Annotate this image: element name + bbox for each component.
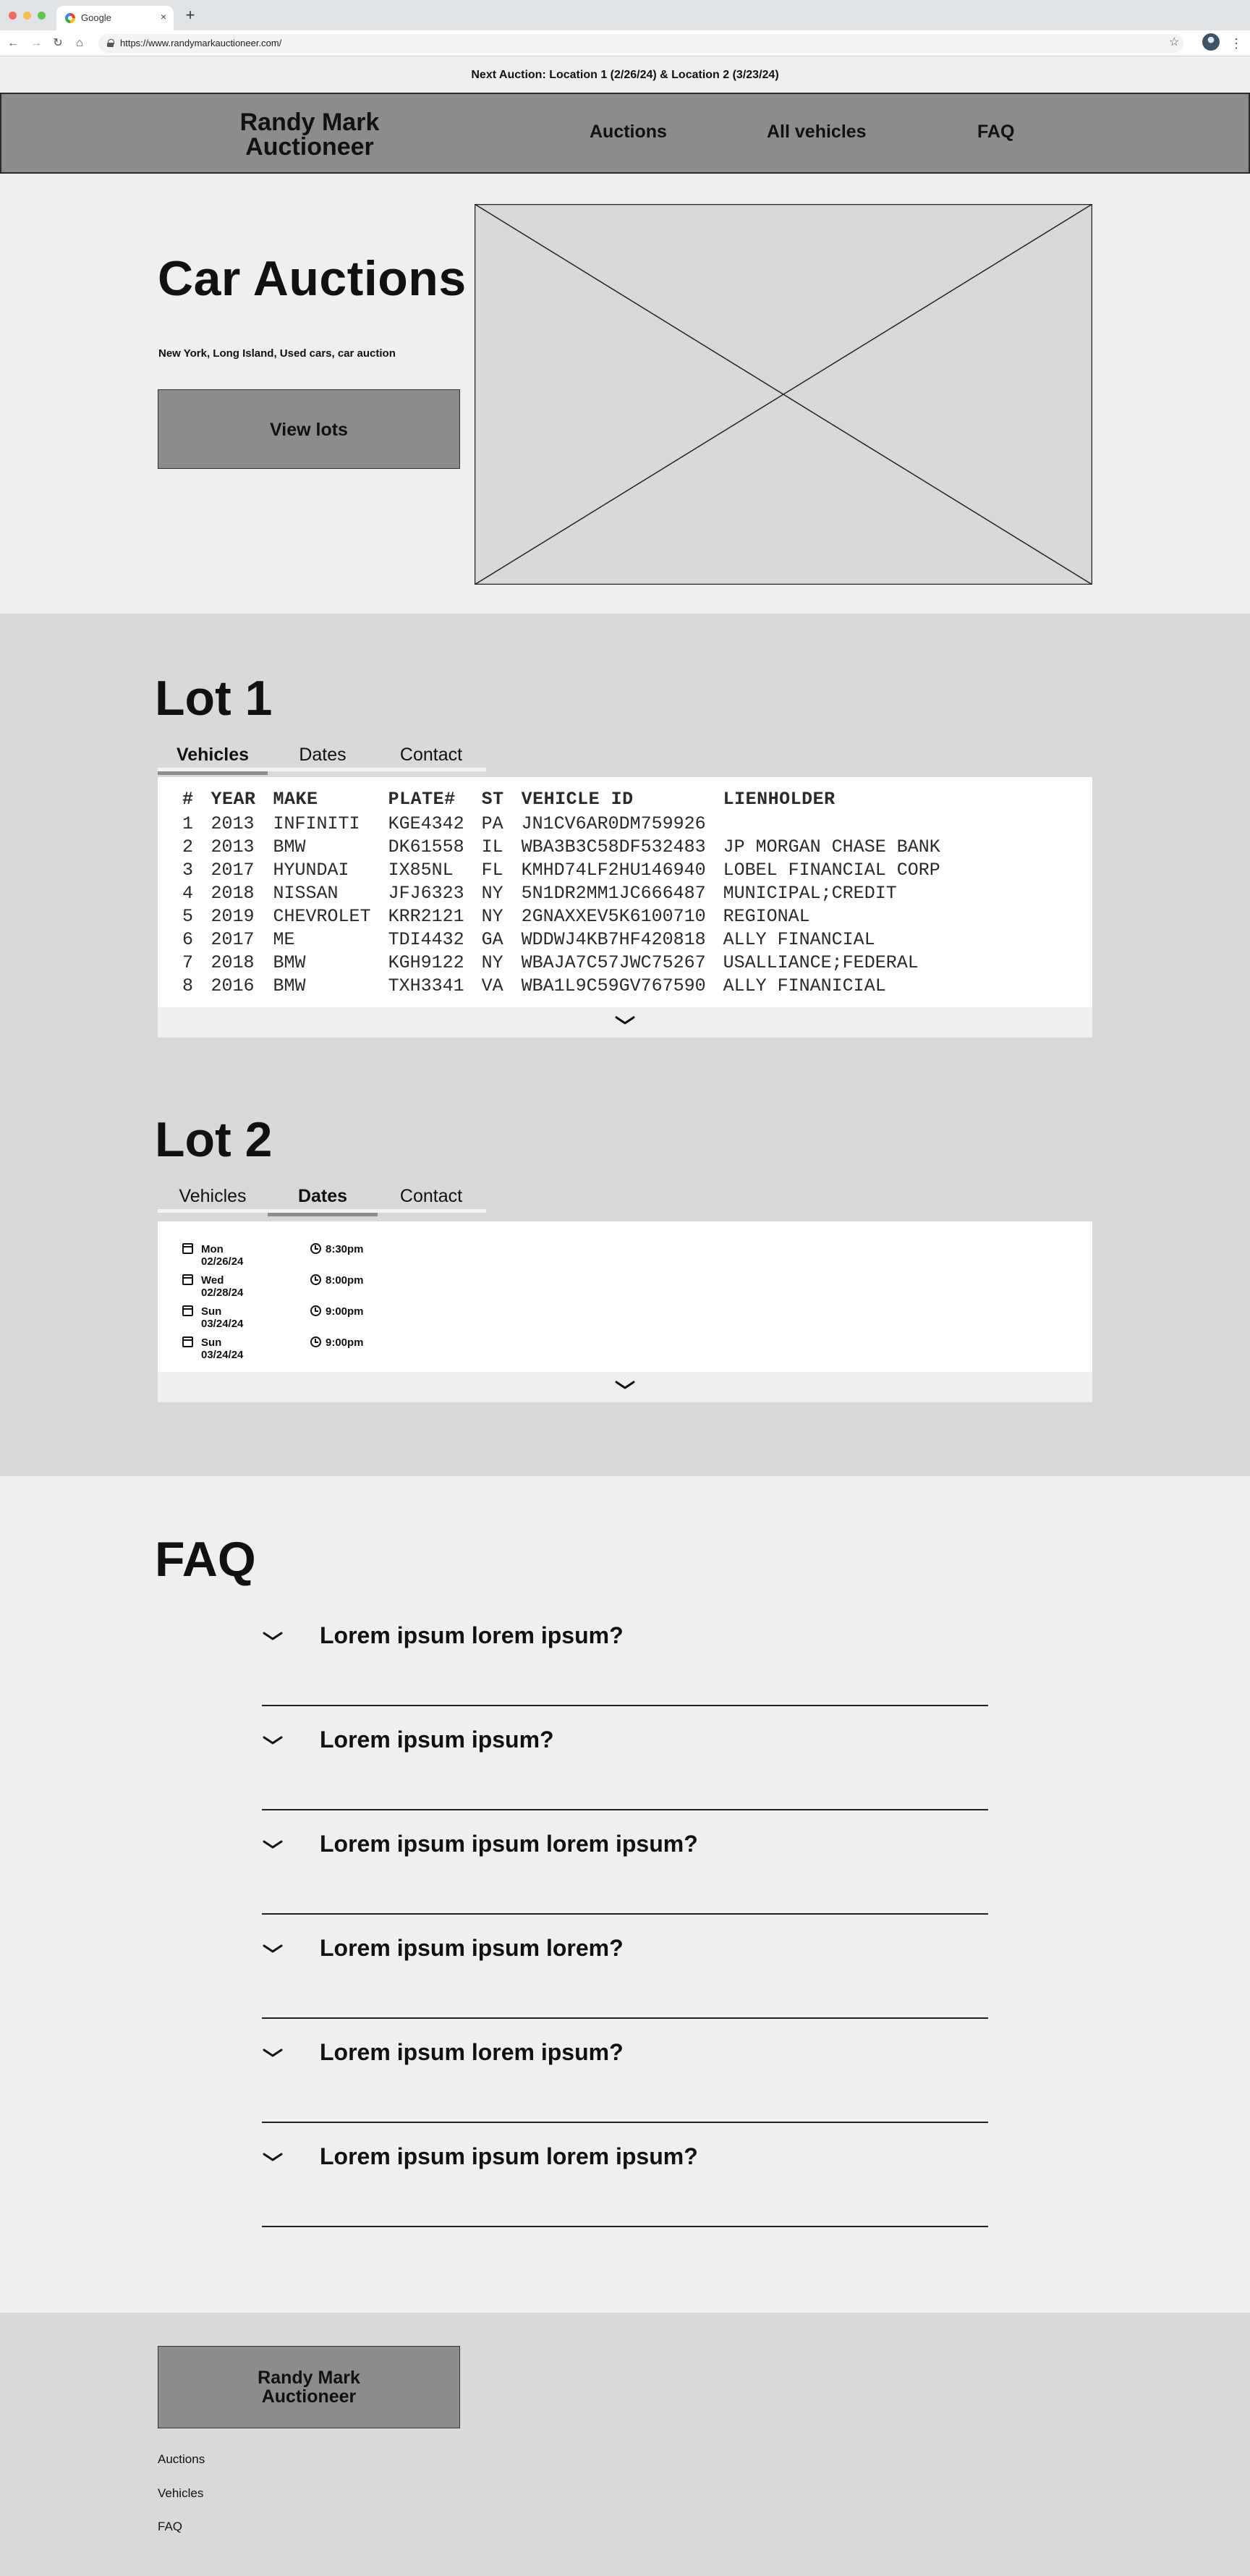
calendar-icon	[182, 1243, 193, 1254]
nav-faq-link[interactable]: FAQ	[977, 122, 1015, 142]
lot-2-tab-dates[interactable]: Dates	[268, 1184, 378, 1213]
lot-2-tab-vehicles[interactable]: Vehicles	[179, 1186, 247, 1206]
chevron-down-icon[interactable]	[262, 1735, 284, 1745]
vehicle-row	[182, 928, 958, 951]
cell-number: 1	[182, 813, 194, 834]
lot-1-tab-vehicles[interactable]: Vehicles	[158, 742, 268, 771]
browser-tab[interactable]	[56, 6, 174, 30]
announcement-bar: Next Auction: Location 1 (2/26/24) & Location 2 (3/23/24)	[0, 56, 1250, 93]
time-text: 9:00pm	[326, 1305, 364, 1318]
cell-lienholder: USALLIANCE;FEDERAL	[723, 952, 919, 973]
cell-year: 2018	[211, 882, 255, 904]
cell-state: FL	[481, 859, 503, 881]
cell-number: 3	[182, 859, 194, 881]
cell-plate: TDI4432	[388, 928, 464, 950]
footer-logo[interactable]	[158, 2346, 460, 2428]
date-text: Sun 03/24/24	[201, 1305, 244, 1330]
site-footer	[0, 2313, 1250, 2576]
cell-plate: KGH9122	[388, 952, 464, 973]
cell-state: NY	[481, 905, 503, 927]
cell-lienholder: ALLY FINANCIAL	[723, 928, 875, 950]
chevron-down-icon[interactable]	[262, 2048, 284, 2058]
cell-lienholder	[723, 812, 958, 835]
cell-year: 2013	[211, 813, 255, 834]
chevron-down-icon[interactable]	[262, 1944, 284, 1954]
cell-plate: TXH3341	[388, 975, 464, 996]
cell-make: BMW	[273, 836, 306, 857]
cell-vehicle-id: JN1CV6AR0DM759926	[521, 813, 706, 834]
cell-make: BMW	[273, 952, 306, 973]
faq-question[interactable]: Lorem ipsum lorem ipsum?	[320, 2039, 624, 2065]
cell-number: 2	[182, 836, 194, 857]
footer-logo-line-1: Randy Mark	[258, 2368, 360, 2388]
faq-question[interactable]: Lorem ipsum ipsum?	[320, 1726, 554, 1753]
logo-line-1: Randy Mark	[239, 109, 380, 136]
tab-close-icon[interactable]: ×	[160, 11, 166, 22]
footer-logo-line-2: Auctioneer	[261, 2386, 357, 2407]
cell-state: GA	[481, 928, 503, 950]
lot-2-dates-panel[interactable]	[158, 1221, 1092, 1402]
cell-make: INFINITI	[273, 813, 360, 834]
view-lots-button[interactable]: View lots	[158, 389, 460, 469]
new-tab-button[interactable]: +	[185, 6, 195, 24]
lot-2-title: Lot 2	[155, 1112, 273, 1167]
cell-year: 2017	[211, 859, 255, 881]
calendar-icon	[182, 1274, 193, 1285]
chevron-down-icon[interactable]	[614, 1380, 636, 1390]
home-icon[interactable]: ⌂	[76, 37, 83, 49]
cell-plate: KRR2121	[388, 905, 464, 927]
chevron-down-icon[interactable]	[262, 2152, 284, 2162]
faq-question[interactable]: Lorem ipsum ipsum lorem ipsum?	[320, 2143, 698, 2169]
reload-icon[interactable]: ↻	[53, 37, 63, 49]
date-text: Sun 03/24/24	[201, 1336, 244, 1361]
vehicle-row	[182, 812, 958, 835]
vehicle-row	[182, 835, 958, 858]
hero-section	[0, 174, 1250, 614]
footer-auctions-link[interactable]: Auctions	[158, 2452, 205, 2466]
cell-number: 8	[182, 975, 194, 996]
cell-make: BMW	[273, 975, 306, 996]
forward-arrow-icon[interactable]: →	[30, 37, 42, 49]
faq-question[interactable]: Lorem ipsum ipsum lorem ipsum?	[320, 1831, 698, 1857]
cell-state: NY	[481, 952, 503, 973]
cell-plate: IX85NL	[388, 859, 454, 881]
cell-lienholder: REGIONAL	[723, 905, 810, 927]
faq-item[interactable]	[262, 1602, 988, 1706]
browser-menu-icon[interactable]: ⋮	[1230, 36, 1243, 51]
cell-lienholder: ALLY FINANICIAL	[723, 975, 886, 996]
hero-tags: New York, Long Island, Used cars, car auction	[158, 347, 396, 360]
clock-icon	[310, 1243, 321, 1254]
browser-tab-bar	[0, 0, 1250, 30]
footer-faq-link[interactable]: FAQ	[158, 2520, 183, 2533]
address-bar[interactable]	[98, 34, 1183, 53]
hero-title: Car Auctions	[158, 251, 467, 306]
back-arrow-icon[interactable]: ←	[7, 37, 19, 49]
faq-item[interactable]	[262, 2019, 988, 2123]
cell-lienholder: LOBEL FINANCIAL CORP	[723, 859, 940, 881]
calendar-icon	[182, 1305, 193, 1316]
faq-item[interactable]	[262, 1706, 988, 1810]
browser-toolbar	[0, 30, 1250, 56]
faq-item[interactable]	[262, 1810, 988, 1915]
lot-2-tabs	[158, 1184, 486, 1213]
cell-number: 7	[182, 952, 194, 973]
cell-year: 2016	[211, 975, 255, 996]
faq-item[interactable]	[262, 1915, 988, 2019]
col-year: YEAR	[211, 788, 256, 810]
cell-state: IL	[481, 836, 503, 857]
faq-section	[0, 1476, 1250, 2313]
clock-icon	[310, 1305, 321, 1316]
nav-auctions-link[interactable]: Auctions	[590, 122, 667, 142]
cell-year: 2019	[211, 905, 255, 927]
date-text: Mon 02/26/24	[201, 1243, 244, 1268]
cell-plate: DK61558	[388, 836, 464, 857]
vehicle-row	[182, 951, 958, 974]
lot-2-expand-bar[interactable]	[158, 1372, 1092, 1402]
vehicle-row	[182, 974, 958, 997]
cell-make: CHEVROLET	[273, 905, 371, 927]
cell-make: ME	[273, 928, 295, 950]
window-minimize-dot[interactable]	[23, 12, 31, 20]
lot-2-tab-contact[interactable]: Contact	[399, 1186, 463, 1206]
cell-number: 4	[182, 882, 194, 904]
chevron-down-icon[interactable]	[262, 1839, 284, 1850]
window-close-dot[interactable]	[9, 12, 17, 20]
col-number: #	[182, 788, 194, 810]
time-text: 9:00pm	[326, 1336, 364, 1349]
date-text: Wed 02/28/24	[201, 1274, 244, 1299]
url-text[interactable]: https://www.randymarkauctioneer.com/	[120, 38, 282, 48]
cell-state: PA	[481, 813, 503, 834]
faq-item[interactable]	[262, 2123, 988, 2227]
cell-number: 6	[182, 928, 194, 950]
clock-icon	[310, 1336, 321, 1347]
window-zoom-dot[interactable]	[38, 12, 46, 20]
vehicle-row	[182, 881, 958, 904]
faq-title: FAQ	[155, 1532, 256, 1587]
cell-vehicle-id: WDDWJ4KB7HF420818	[521, 928, 706, 950]
cell-year: 2018	[211, 952, 255, 973]
nav-all-vehicles-link[interactable]: All vehicles	[767, 122, 867, 142]
cell-year: 2017	[211, 928, 255, 950]
lock-icon	[107, 39, 114, 47]
cell-vehicle-id: WBA3B3C58DF532483	[521, 836, 706, 857]
col-plate: PLATE#	[388, 788, 456, 810]
cell-year: 2013	[211, 836, 255, 857]
faq-question[interactable]: Lorem ipsum lorem ipsum?	[320, 1622, 624, 1648]
logo-line-2: Auctioneer	[245, 133, 374, 161]
time-text: 8:30pm	[326, 1243, 364, 1255]
lot-1-tabs	[158, 742, 486, 771]
cell-make: HYUNDAI	[273, 859, 349, 881]
calendar-icon	[182, 1336, 193, 1347]
lot-1-tab-dates[interactable]: Dates	[299, 745, 346, 765]
vehicles-table	[182, 786, 958, 997]
cell-state: VA	[481, 975, 503, 996]
cell-lienholder: MUNICIPAL;CREDIT	[723, 882, 897, 904]
lot-1-vehicles-panel[interactable]	[158, 777, 1092, 1038]
browser-tab-title: Google	[81, 12, 111, 23]
bookmark-star-icon[interactable]: ☆	[1169, 36, 1180, 48]
google-favicon-icon	[65, 13, 75, 23]
lots-section	[0, 614, 1250, 1476]
cell-vehicle-id: 5N1DR2MM1JC666487	[521, 882, 706, 904]
lot-1-expand-bar[interactable]	[158, 1007, 1092, 1038]
time-text: 8:00pm	[326, 1274, 364, 1287]
cell-vehicle-id: 2GNAXXEV5K6100710	[521, 905, 706, 927]
vehicle-row	[182, 858, 958, 881]
cell-plate: KGE4342	[388, 813, 464, 834]
footer-vehicles-link[interactable]: Vehicles	[158, 2486, 204, 2500]
cell-vehicle-id: WBA1L9C59GV767590	[521, 975, 706, 996]
col-state: ST	[481, 788, 504, 810]
cell-lienholder: JP MORGAN CHASE BANK	[723, 836, 940, 857]
col-vehicle-id: VEHICLE ID	[521, 788, 634, 810]
cell-vehicle-id: WBAJA7C57JWC75267	[521, 952, 706, 973]
site-header	[0, 93, 1250, 174]
hero-image-placeholder	[475, 204, 1092, 585]
cell-vehicle-id: KMHD74LF2HU146940	[521, 859, 706, 881]
cell-plate: JFJ6323	[388, 882, 464, 904]
vehicle-row	[182, 904, 958, 928]
site-logo[interactable]	[231, 110, 388, 159]
lot-1-title: Lot 1	[155, 671, 273, 726]
clock-icon	[310, 1274, 321, 1285]
col-make: MAKE	[273, 788, 318, 810]
faq-question[interactable]: Lorem ipsum ipsum lorem?	[320, 1935, 624, 1961]
profile-avatar[interactable]	[1202, 33, 1220, 51]
cell-state: NY	[481, 882, 503, 904]
chevron-down-icon[interactable]	[614, 1015, 636, 1025]
cell-number: 5	[182, 905, 194, 927]
chevron-down-icon[interactable]	[262, 1631, 284, 1641]
lot-1-tab-contact[interactable]: Contact	[399, 745, 463, 765]
vehicles-table-body	[182, 812, 958, 997]
vehicles-header-row	[182, 786, 958, 812]
col-lienholder: LIENHOLDER	[723, 788, 836, 810]
cell-make: NISSAN	[273, 882, 339, 904]
